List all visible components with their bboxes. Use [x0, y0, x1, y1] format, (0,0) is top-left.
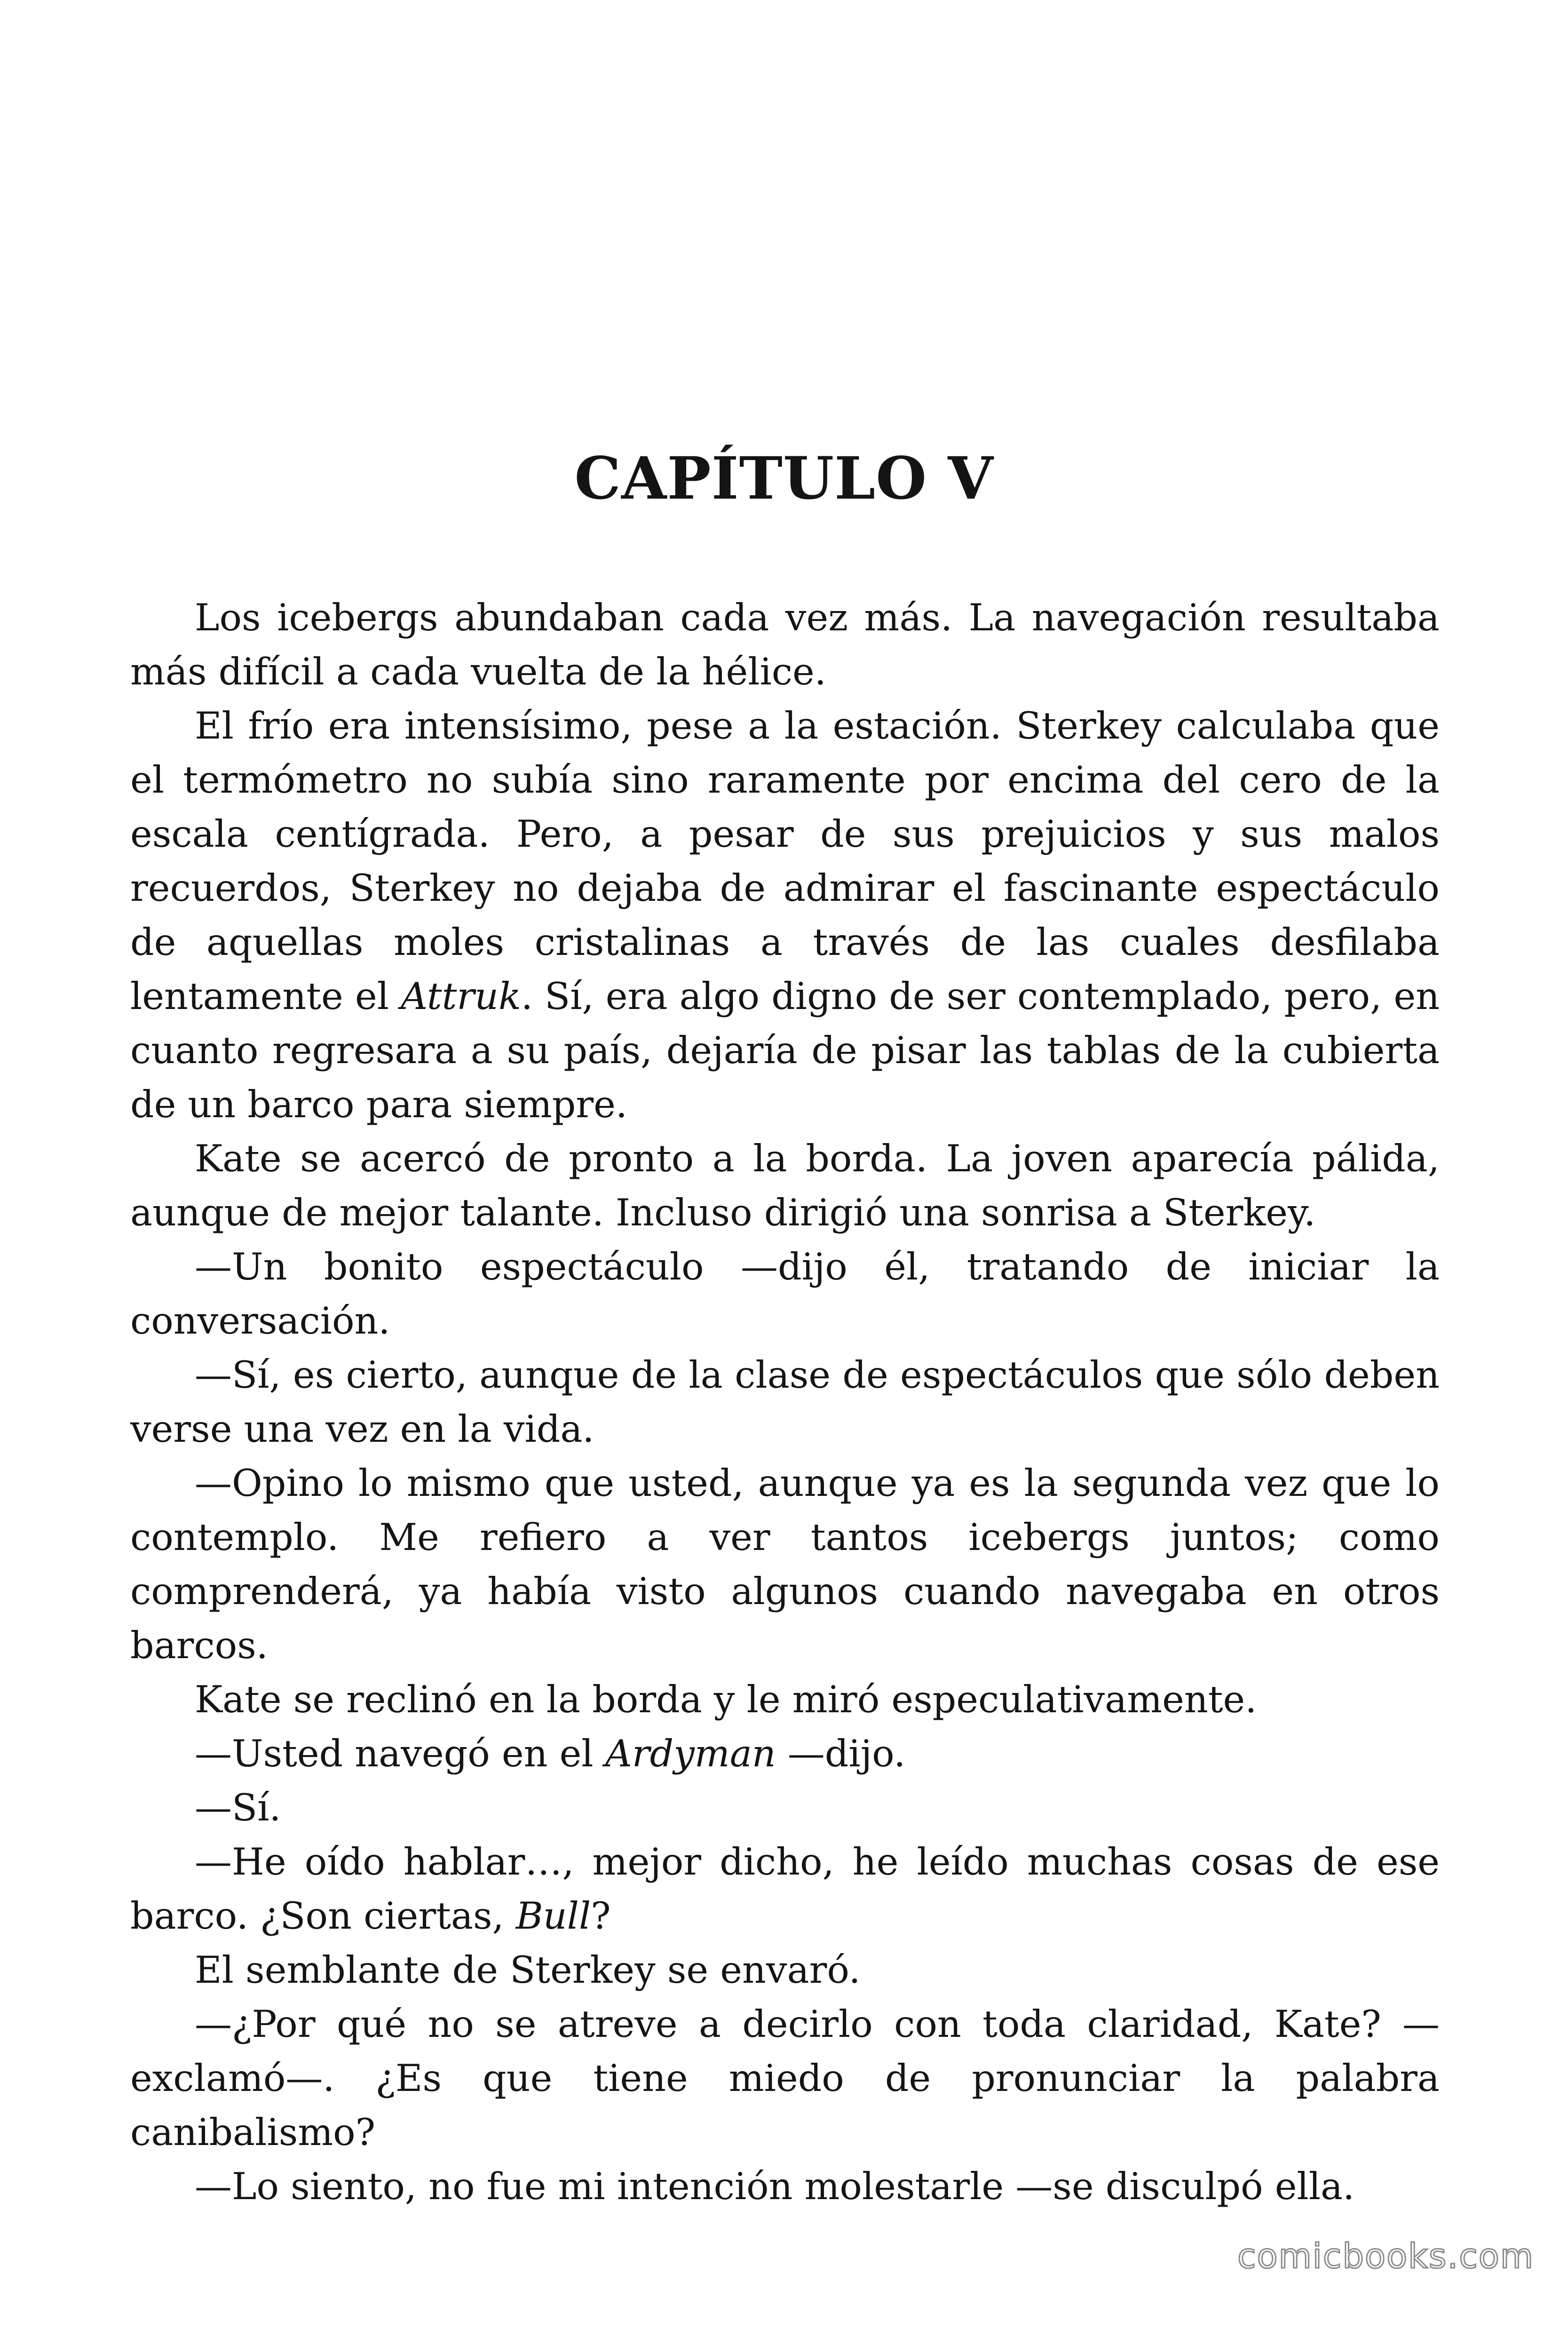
text-run: El frío era intensísimo, pese a la estación. Sterkey calculaba que el termómetro no subía sino raramente por encima del cero de la escala centígrada. Pero, a pesar de sus prejuicios y sus malos recuerdos, Sterkey no dejaba de admirar el fascinante espectáculo de aquellas moles cristalinas a través de las cuales desfilaba lentamente el	[130, 704, 1440, 1018]
text-run: Los icebergs abundaban cada vez más. La navegación resultaba más difícil a cada vuelta de la hélice.	[130, 596, 1440, 693]
text-run: Kate se acercó de pronto a la borda. La joven aparecía pálida, aunque de mejor talante. Incluso dirigió una sonrisa a Sterkey.	[130, 1137, 1440, 1234]
text-run: —Lo siento, no fue mi intención molestarle —se disculpó ella.	[195, 2165, 1355, 2208]
chapter-title: CAPÍTULO V	[574, 445, 994, 513]
watermark-logo: comicbooks.com	[1237, 2236, 1534, 2276]
paragraph	[130, 1132, 1440, 1240]
text-run: —Usted navegó en el	[195, 1732, 605, 1775]
text-run: ?	[591, 1894, 611, 1938]
text-run: —dijo.	[776, 1732, 906, 1775]
paragraph	[130, 1943, 1440, 1997]
text-run: El semblante de Sterkey se envaró.	[195, 1948, 861, 1992]
paragraph	[130, 1240, 1440, 1348]
text-run: —Opino lo mismo que usted, aunque ya es la segunda vez que lo contemplo. Me refiero a ver tantos icebergs juntos; como comprenderá, ya había visto algunos cuando navegaba en otros barcos.	[130, 1462, 1440, 1667]
paragraph	[130, 1997, 1440, 2160]
paragraph	[130, 2160, 1440, 2214]
text-run: —Sí.	[195, 1786, 281, 1829]
paragraph	[130, 1835, 1440, 1943]
paragraph	[130, 1456, 1440, 1673]
text-run: —Un bonito espectáculo —dijo él, tratando de iniciar la conversación.	[130, 1245, 1440, 1343]
italic-text: Bull	[515, 1894, 591, 1938]
paragraph	[130, 1727, 1440, 1781]
paragraph	[130, 1673, 1440, 1727]
text-run: —¿Por qué no se atreve a decirlo con toda claridad, Kate? —exclamó—. ¿Es que tiene miedo de pronunciar la palabra canibalismo?	[130, 2002, 1440, 2154]
paragraph	[130, 1348, 1440, 1456]
text-run: —Sí, es cierto, aunque de la clase de espectáculos que sólo deben verse una vez en la vida.	[130, 1353, 1440, 1451]
paragraph	[130, 1781, 1440, 1835]
paragraph	[130, 591, 1440, 699]
text-run: . Sí, era algo digno de ser contemplado, pero, en cuanto regresara a su país, dejaría de pisar las tablas de la cubierta de un barco para siempre.	[130, 975, 1440, 1126]
paragraph	[130, 699, 1440, 1132]
italic-text: Ardyman	[605, 1732, 776, 1775]
text-run: —He oído hablar…, mejor dicho, he leído muchas cosas de ese barco. ¿Son ciertas,	[130, 1840, 1440, 1938]
chapter-body	[130, 591, 1440, 2214]
italic-text: Attruk	[401, 975, 521, 1018]
text-run: Kate se reclinó en la borda y le miró especulativamente.	[195, 1678, 1257, 1721]
